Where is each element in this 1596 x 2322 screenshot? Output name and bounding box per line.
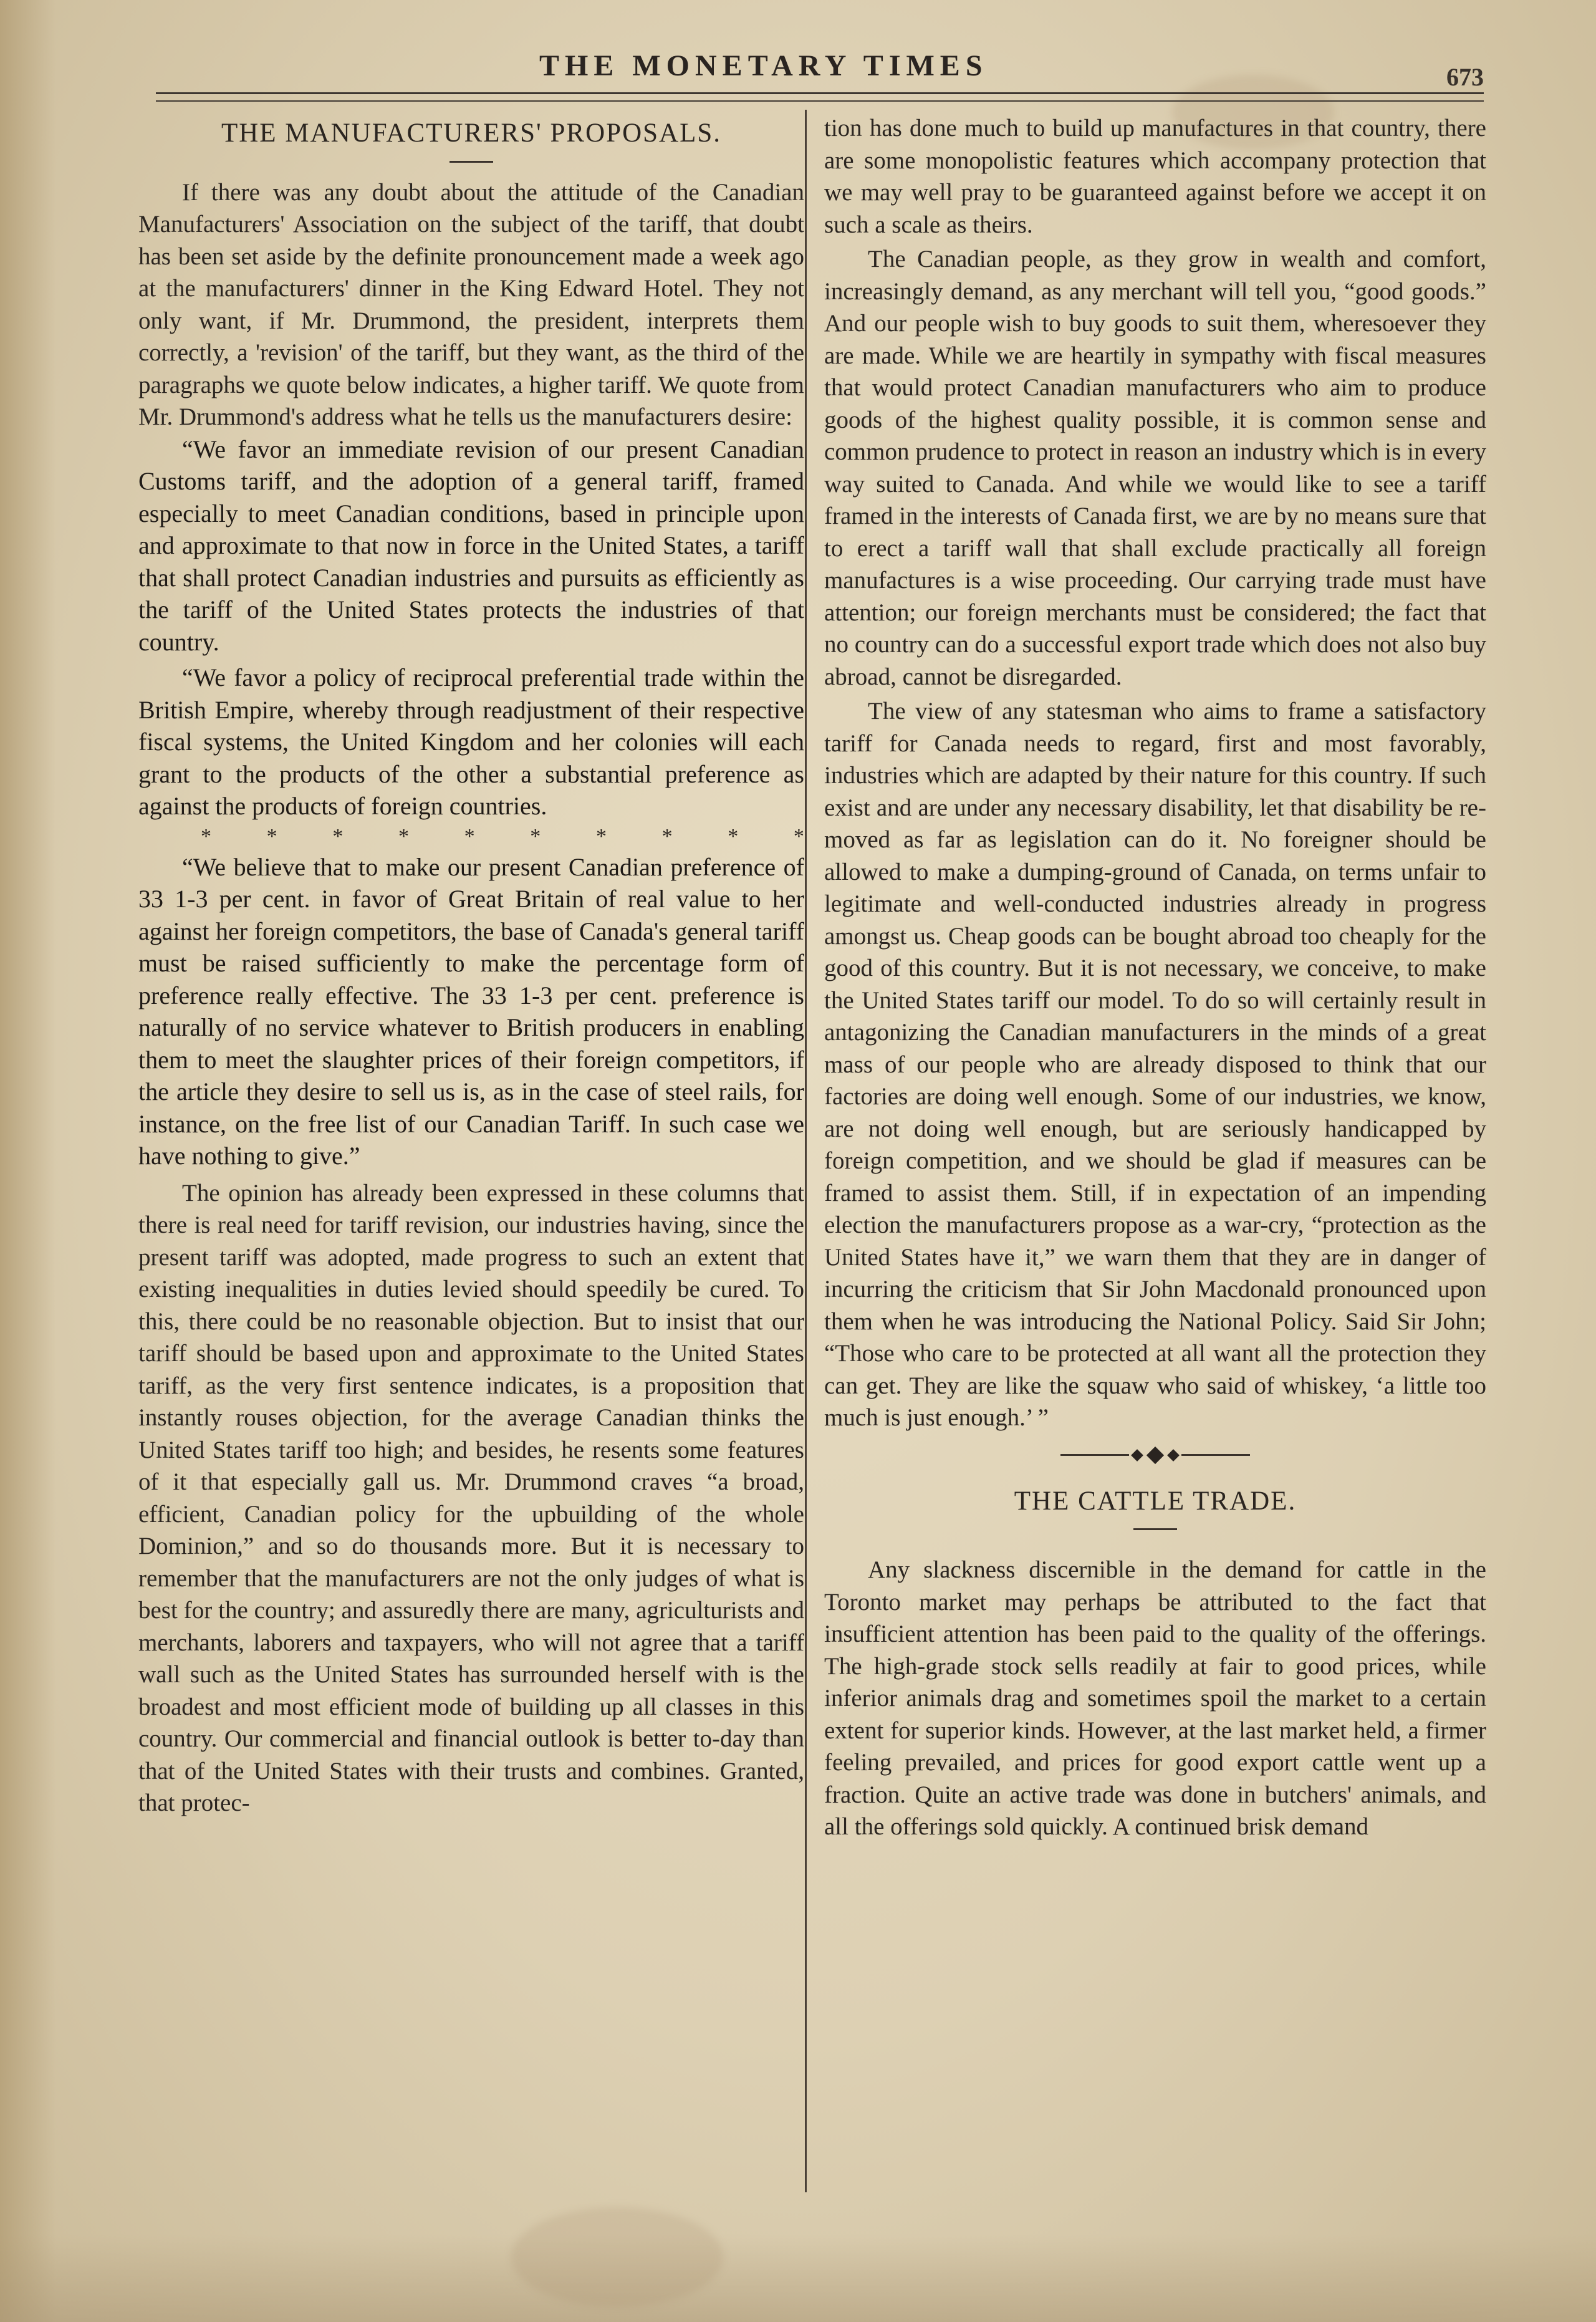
page-edge-shadow xyxy=(0,2235,1596,2322)
paragraph: tion has done much to build up manufactures in that country, there are some monopolistic features which accompany protection that we may well pray to be guaranteed against before we accept it on such a scale as theirs. xyxy=(824,115,1486,238)
paragraph: The opinion has already been expressed in these columns that there is real need for tariff revision, our industries having, since the present tariff was adopted, made progress to such an extent that existing inequalities in duties levied should speedily be cured. To this, there could be no reasonable objection. But to insist that our tariff should be based upon and approximate to the United States tariff, as the very first sentence indicates, is a proposition that instantly rouses objection, for the average Canadian thinks the United States tariff too high; and besides, he resents some features of it that especially gall us. Mr. Drummond craves “a broad, efficient, Canadian policy for the upbuilding of the whole Dominion,” and so do thousands more. But it is necessary to remember that the manufacturers are not the only judges of what is best for the country; and assuredly there are many, agriculturists and merchants, laborers and taxpayers, who will not agree that a tariff wall such as the United States has surrounded herself with is the broadest and most efficient mode of building up all classes in this country. Our commercial and financial outlook is better to-day than that of the United States with their trusts and combines. Granted, that protec- xyxy=(138,1179,804,1816)
heading-rule xyxy=(449,161,493,163)
paragraph: If there was any doubt about the attitude of the Canadian Manufacturers' Association on the subject of the tariff, that doubt has been set aside by the definite pronouncement made a week ago at the manufacturers' dinner in the King Edward Hotel. They not only want, if Mr. Drummond, the president, interprets them correctly, a 'revision' of the tariff, but they want, as the third of the paragraphs we quote below indicates, a higher tariff. We quote from Mr. Drummond's address what he tells us the manufacturers desire: xyxy=(138,178,804,430)
article-heading: THE CATTLE TRADE. xyxy=(1014,1486,1297,1516)
ellipsis-stars: * * * * * * * * * * xyxy=(201,824,804,848)
paragraph: Any slackness discernible in the demand for cattle in the Toronto market may perhaps be attributed to the fact that insufficient attention has been paid to the quality of the offerings. The high-grade stock sells readily at fair to good prices, while inferior animals drag and sometimes spoil the market to a certain extent for superior kinds. However, at the last market held, a firmer feeling prevailed, and prices for good export cattle went up a fraction. Quite an active trade was done in butchers' animals, and all the offerings sold quickly. A continued brisk demand xyxy=(824,1556,1486,1840)
heading-rule xyxy=(1133,1528,1177,1530)
paper-stain xyxy=(511,2207,723,2307)
page-number: 673 xyxy=(1446,63,1484,91)
quote-paragraph: “We believe that to make our present Canadian preference of 33 1-3 per cent. in favor of Great Britain of real value to her against her foreign competitors, the base of Canada's general tariff must be raised sufficiently to make the percentage form of preference really effective. The 33 1-3 per cent. preference is naturally of no service whatever to British producers in enabling them to meet the slaughter prices of their foreign competitors, if the article they desire to sell us is, as in the case of steel rails, for instance, on the free list of our Canadian Tariff. In such case we have nothing to give.” xyxy=(138,852,804,1170)
quote-paragraph: “We favor a policy of reciprocal preferential trade within the British Empire, whereby through readjustment of their respective fiscal systems, the United Kingdom and her colonies will each grant to the products of the other a substantial preference as against the products of foreign countries. xyxy=(138,663,804,820)
binding-shadow xyxy=(0,0,56,2322)
masthead xyxy=(156,49,1484,92)
quote-paragraph: “We favor an immediate revision of our present Canadian Customs tariff, and the adoption of a general tariff, framed especially to meet Canadian conditions, based in principle upon and approximate to that now in force in the United States, a tariff that shall protect Canadian industries and pursuits as efficiently as the tariff of the United States protects the industries of that country. xyxy=(138,435,804,656)
paragraph: The view of any statesman who aims to frame a satisfactory tariff for Canada needs to regard, first and most favorably, industries which are adapted by their nature for this country. If such exist and are under any necessary disability, let that disability be removed as far as legislation can do it. No foreigner should be allowed to make a dumping-ground of Canada, on terms unfair to legitimate and well-conducted industries already in progress amongst us. Cheap goods can be bought abroad too cheaply for the good of this country. But it is not necessary, we conceive, to make the United States tariff our model. To do so will certainly result in antagonizing the Canadian manufacturers in the minds of a great mass of our people who are already disposed to think that our factories are doing well enough. Some of our industries, we know, are not doing well enough, but are seriously handicapped by foreign competition, and we should be glad if measures can be framed to assist them. Still, if in expectation of an impending election the manufacturers propose as a war-cry, “protection as the United States have it,” we warn them that they are in danger of incurring the criticism that Sir John Macdonald pronounced upon them when he was introducing the National Policy. Said Sir John; “Those who care to be protected at all want all the protection they can get. They are like the squaw who said of whiskey, ‘a little too much is just enough.’ ” xyxy=(824,698,1486,1431)
publication-title: THE MONETARY TIMES xyxy=(539,49,988,82)
paragraph: The Canadian people, as they grow in wealth and comfort, increasingly demand, as any merchant will tell you, “good goods.” And our people wish to buy goods to suit them, wheresoever they are made. While we are heartily in sympathy with fiscal measures that would protect Canadian manufacturers who aim to produce goods of the highest quality possible, it is common sense and common prudence to protect in reason an industry which is in every way suited to Canada. And while we would like to see a tariff framed in the interests of Canada first, we are by no means sure that to erect a tariff wall that shall exclude practically all foreign manufactures is a wise proceeding. Our carrying trade must have attention; our foreign merchants must be considered; the fact that no country can do a successful export trade which does not also buy abroad, cannot be disregarded. xyxy=(824,246,1486,690)
left-column xyxy=(138,112,804,1819)
column-divider xyxy=(805,110,807,2192)
right-column xyxy=(824,112,1486,1843)
header-rule xyxy=(156,92,1484,102)
section-ornament xyxy=(824,1449,1486,1462)
article-heading: THE MANUFACTURERS' PROPOSALS. xyxy=(221,118,722,148)
